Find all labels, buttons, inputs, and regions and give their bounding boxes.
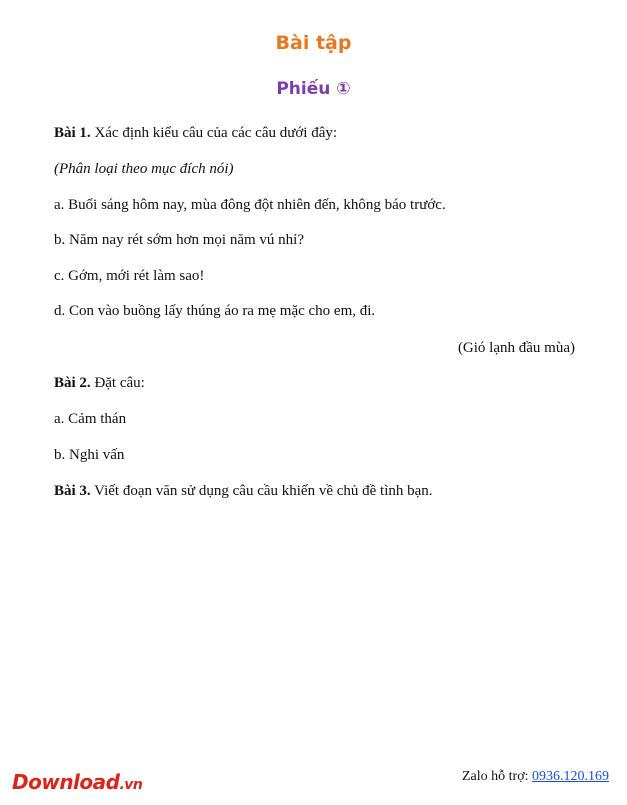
exercise-2-prompt: Đặt câu: [94,375,145,391]
logo-main-text: Download [12,770,120,794]
exercise-1-note: (Phân loại theo mục đích nói) [54,161,234,177]
exercise-3-label: Bài 3. [54,483,91,499]
exercise-1-item-c: c. Gớm, mới rét làm sao! [54,268,205,284]
page-title: Bài tập [275,32,352,54]
exercise-1-prompt: Xác định kiểu câu của các câu dưới đây: [94,125,338,141]
exercise-3-heading [54,482,433,500]
logo-suffix-text: .vn [119,777,143,793]
exercise-3-prompt: Viết đoạn văn sử dụng câu cầu khiến về chủ đề tình bạn. [94,483,433,499]
exercise-1-item-a: a. Buổi sáng hôm nay, mùa đông đột nhiên đến, không báo trước. [54,197,446,213]
exercise-2-label: Bài 2. [54,375,91,391]
exercise-1-label: Bài 1. [54,125,91,141]
exercise-1-source: (Gió lạnh đầu mùa) [457,340,575,356]
exercise-1-heading [54,124,337,142]
support-label: Zalo hỗ trợ: [462,769,529,784]
support-phone-link[interactable]: 0936.120.169 [532,769,609,784]
exercise-1-item-d: d. Con vào buồng lấy thúng áo ra mẹ mặc cho em, đi. [54,303,376,319]
worksheet-subtitle: Phiếu ① [276,79,351,99]
exercise-2-item-b: b. Nghi vấn [54,447,125,463]
exercise-2-heading [54,374,145,392]
exercise-2-item-a: a. Cảm thán [54,411,127,427]
exercise-1-item-b: b. Năm nay rét sớm hơn mọi năm vú nhỉ? [54,232,304,248]
download-logo[interactable] [12,770,142,794]
support-contact [462,769,609,785]
